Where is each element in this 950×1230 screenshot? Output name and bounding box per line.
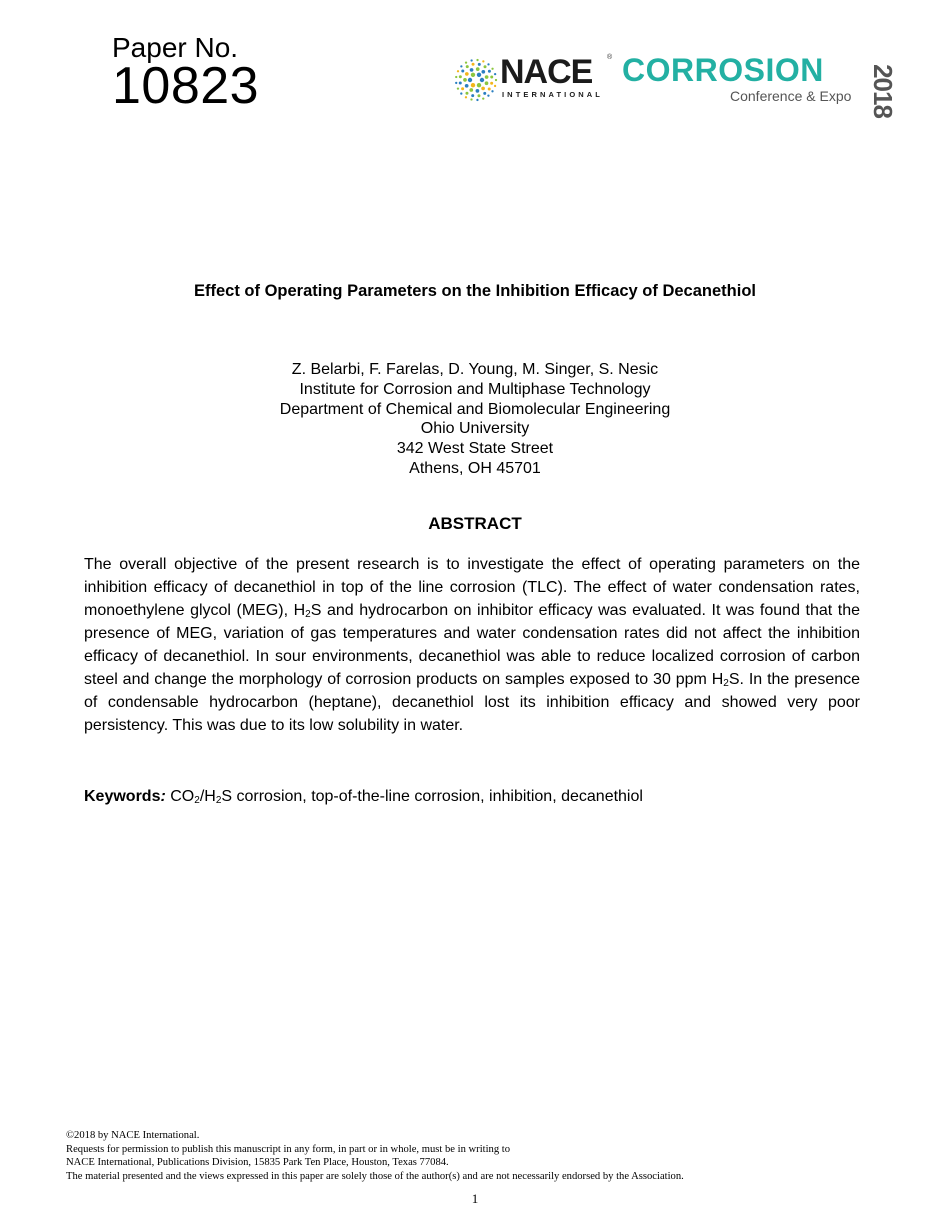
abstract-text-3: S. In the presence of condensable hydrocarbon (heptane), decanethiol lost its inhibition efficacy and showed very poor persistency. This was due to its low solubility in water. [84, 671, 861, 734]
logo-dot [457, 70, 459, 72]
keywords-text-1: CO [165, 788, 195, 805]
logo-dot [494, 85, 496, 87]
logo-dot [472, 63, 475, 66]
logo-dot [461, 69, 464, 72]
logo-dot [485, 75, 489, 79]
author-city: Athens, OH 45701 [409, 459, 541, 477]
nace-corrosion-logo [452, 52, 898, 118]
paper-label: Paper No. [112, 32, 239, 63]
logo-dot [477, 94, 480, 97]
logo-dot [477, 73, 481, 77]
logo-corrosion-text: CORROSION [622, 52, 824, 88]
author-university: Ohio University [420, 420, 530, 438]
footer-disclaimer: The material presented and the views expressed in this paper are solely those of the author(s) and are not necessarily endorsed by the Association. [66, 1170, 684, 1182]
author-names: Z. Belarbi, F. Farelas, D. Young, M. Singer, S. Nesic [291, 361, 659, 378]
abstract-heading: ABSTRACT [428, 514, 522, 533]
keywords-sub-1: 2 [194, 795, 200, 806]
nace-globe-icon [454, 58, 498, 102]
logo-dot [466, 65, 469, 68]
paper-title: Effect of Operating Parameters on the Inhibition Efficacy of Decanethiol [193, 282, 756, 300]
paper-number: 10823 [112, 57, 260, 115]
logo-dot [488, 88, 491, 91]
logo-dot [482, 60, 484, 62]
logo-dot [455, 76, 457, 78]
logo-dot [471, 73, 475, 77]
logo-dot [459, 81, 462, 84]
logo-dot [470, 59, 472, 61]
logo-dot [488, 70, 491, 73]
abstract-sub-2: 2 [723, 678, 729, 689]
logo-nace-text: NACE [500, 53, 593, 91]
author-street: 342 West State Street [396, 440, 554, 458]
author-block [0, 360, 950, 479]
logo-dot [465, 72, 469, 76]
keywords-colon: : [160, 788, 166, 805]
author-institute: Institute for Corrosion and Multiphase Technology [299, 380, 651, 398]
logo-dot [457, 87, 459, 89]
logo-dot [487, 63, 489, 65]
logo-dot [476, 99, 478, 101]
logo-dot [470, 98, 472, 100]
footer-address: NACE International, Publications Division, 15835 Park Ten Place, Houston, Texas 77084. [66, 1157, 449, 1169]
logo-registered-mark: ® [607, 54, 613, 61]
logo-year-text: 2018 [867, 64, 898, 118]
logo-dot [465, 92, 468, 95]
page-number: 1 [471, 1191, 479, 1206]
keywords-label: Keywords [84, 788, 161, 805]
logo-dot [491, 90, 493, 92]
abstract-text-2: S and hydrocarbon on inhibitor efficacy was evaluated. It was found that the presence of MEG, variation of gas temperatures and water condensation rates did not affect the inhibition efficacy of decanethiol. In sour environments, decanethiol was able to reduce localized corrosion of carbon steel and change the morphology of corrosion products on samples exposed to 30 ppm H [84, 602, 860, 688]
logo-dot [461, 87, 464, 90]
logo-international-text: INTERNATIONAL [502, 90, 603, 99]
logo-dot [482, 97, 484, 99]
logo-dot [465, 96, 467, 98]
logo-dot [490, 82, 493, 85]
logo-dot [465, 84, 469, 88]
logo-dot [484, 65, 487, 68]
logo-dot [490, 76, 493, 79]
logo-dot [469, 88, 473, 92]
logo-dot [470, 68, 474, 72]
keywords-sub-2: 2 [215, 795, 222, 806]
logo-dot [463, 78, 467, 82]
logo-dot [478, 63, 481, 66]
logo-dot [477, 83, 481, 87]
logo-dot [455, 82, 457, 84]
logo-dot [491, 68, 493, 70]
abstract-text-1: The overall objective of the present research is to investigate the effect of operating parameters on the inhibition efficacy of decanethiol in top of the line corrosion (TLC). The effect of water condensation rates, monoethylene glycol (MEG), H [84, 556, 860, 619]
logo-dot [476, 59, 478, 61]
logo-dot [476, 67, 480, 71]
logo-dot [468, 78, 472, 82]
author-department: Department of Chemical and Biomolecular Engineering [279, 400, 671, 418]
footer-copyright: ©2018 by NACE International. [66, 1130, 200, 1141]
keywords-text-2: /H [199, 788, 216, 805]
logo-dot [494, 73, 496, 75]
copyright-footer [66, 1129, 886, 1183]
logo-dot [483, 92, 486, 95]
logo-dot [487, 95, 489, 97]
logo-dot [459, 75, 462, 78]
logo-conference-text: Conference & Expo [730, 88, 852, 104]
logo-dot [481, 70, 485, 74]
abstract-body [84, 553, 860, 737]
logo-dot [485, 81, 489, 85]
logo-dot [465, 62, 467, 64]
logo-dot [460, 92, 462, 94]
footer-permission: Requests for permission to publish this manuscript in any form, in part or in whole, must be in writing to [66, 1143, 511, 1155]
logo-dot [481, 87, 485, 91]
logo-dot [460, 65, 462, 67]
logo-dot [476, 89, 480, 93]
logo-dot [495, 79, 497, 81]
paper-number-block [112, 32, 260, 115]
logo-dot [471, 94, 474, 97]
keywords-line [84, 788, 860, 806]
logo-dot [480, 78, 484, 82]
abstract-sub-1: 2 [305, 609, 311, 620]
logo-dot [471, 83, 475, 87]
keywords-text-3: S corrosion, top-of-the-line corrosion, inhibition, decanethiol [221, 788, 643, 805]
